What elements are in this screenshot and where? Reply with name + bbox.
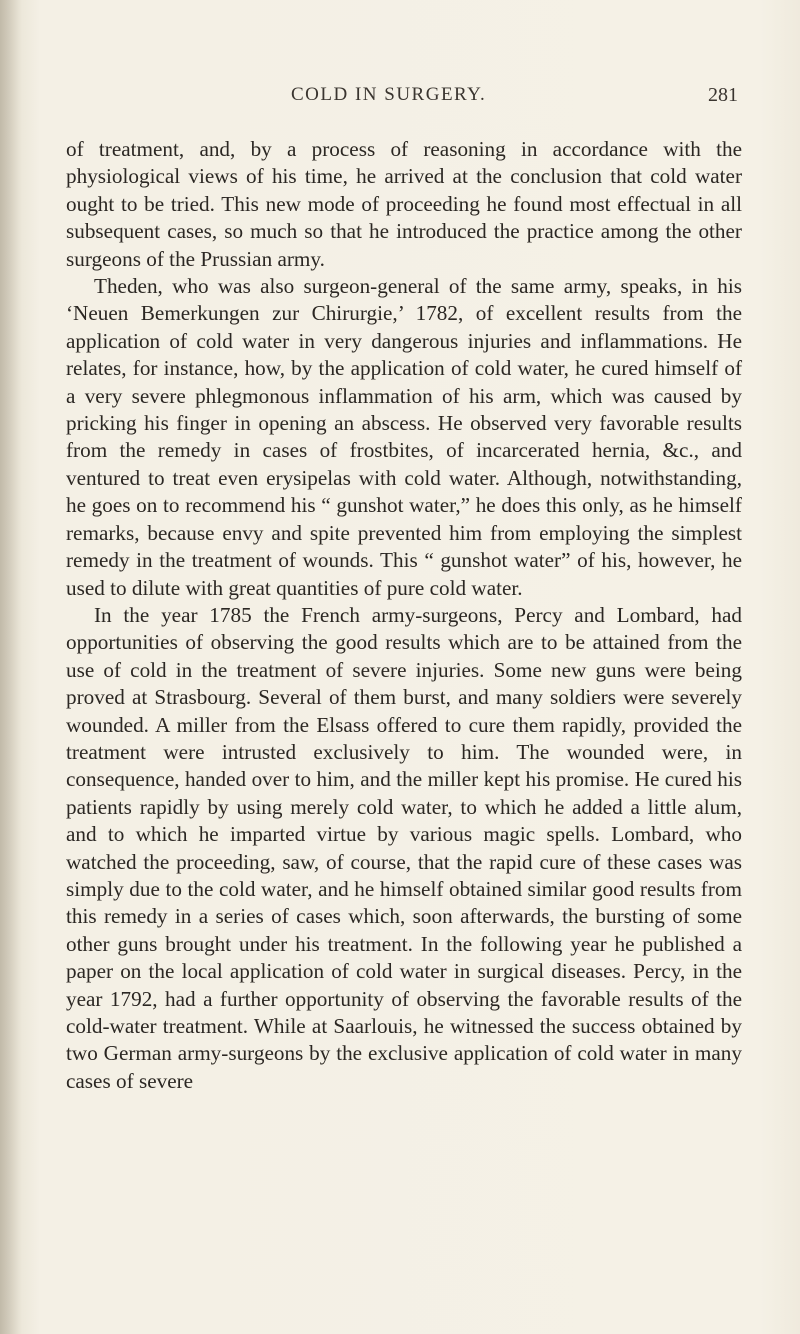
paragraph-theden: Theden, who was also surgeon-general of the same army, speaks, in his ‘Neuen Bemerkungen zur Chirurgie,’ 1782, of excellent results from the application of cold water in very dangerous injuries and inflammations. He relates, for instance, how, by the application of cold water, he cured himself of a very severe phlegmonous inflammation of his arm, which was caused by pricking his finger in opening an abscess. He observed very favorable results from the remedy in cases of frostbites, of incarcerated hernia, &c., and ventured to treat even erysipelas with cold water. Although, notwithstanding, he goes on to recommend his “ gunshot water,” he does this only, as he himself remarks, because envy and spite prevented him from employing the simplest remedy in the treatment of wounds. This “ gunshot water” of his, however, he used to dilute with great quantities of pure cold water. [66,274,742,600]
body-text [66,136,742,1095]
paragraph-continued: of treatment, and, by a process of reasoning in accordance with the physiological views of his time, he arrived at the conclusion that cold water ought to be tried. This new mode of proceeding he found most effectual in all subsequent cases, so much so that he introduced the practice among the other surgeons of the Prussian army. [66,137,742,271]
page-header [66,84,738,114]
running-head: COLD IN SURGERY. [291,84,487,105]
page-number: 281 [708,84,738,106]
paragraph-1785: In the year 1785 the French army-surgeons, Percy and Lombard, had opportunities of observing the good results which are to be attained from the use of cold in the treatment of severe injuries. Some new guns were being proved at Strasbourg. Several of them burst, and many soldiers were severely wounded. A miller from the Elsass offered to cure them rapidly, provided the treatment were intrusted exclusively to him. The wounded were, in consequence, handed over to him, and the miller kept his promise. He cured his patients rapidly by using merely cold water, to which he added a little alum, and to which he imparted virtue by various magic spells. Lombard, who watched the proceeding, saw, of course, that the rapid cure of these cases was simply due to the cold water, and he himself obtained similar good results from this remedy in a series of cases which, soon afterwards, the bursting of some other guns brought under his treatment. In the following year he published a paper on the local application of cold water in surgical diseases. Percy, in the year 1792, had a further opportunity of observing the favorable results of the cold-water treatment. While at Saarlouis, he witnessed the success obtained by two German army-surgeons by the exclusive application of cold water in many cases of severe [66,602,742,1093]
gutter-shadow [0,0,22,1334]
